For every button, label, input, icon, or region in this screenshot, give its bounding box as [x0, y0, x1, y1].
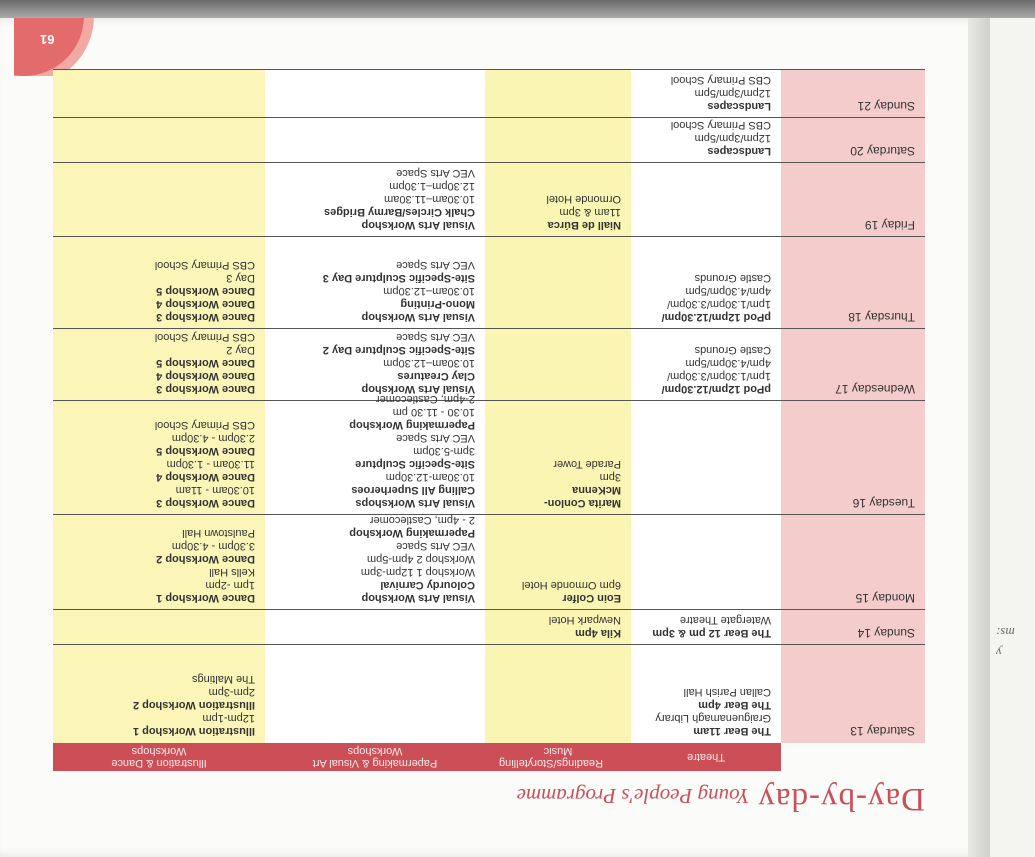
cell-paper: [275, 330, 475, 395]
event-title: Dance Workshop 5: [156, 357, 255, 369]
event-detail: Castle Grounds: [694, 344, 771, 356]
event-detail: Day 2: [226, 344, 255, 356]
event-detail: 12pm/3pm/5pm: [694, 132, 771, 144]
row-divider: [53, 514, 925, 515]
column-header-theatre: Theatre: [631, 743, 781, 771]
day-label: Saturday 20: [850, 144, 915, 158]
event-detail: 2.30pm - 4.30pm: [171, 432, 255, 444]
cell-dance: [60, 258, 255, 323]
column-header-papermaking: [265, 743, 485, 771]
event-title: Papermaking Workshop: [349, 419, 475, 431]
event-detail: Newpark Hotel: [548, 614, 621, 626]
event-detail: 10.30am - 11am: [175, 484, 255, 496]
page-number: 61: [40, 32, 55, 47]
event-title: Visual Arts Workshop: [361, 311, 475, 323]
title-sub: Young People's Programme: [516, 784, 750, 808]
event-detail: VEC Arts Space: [396, 167, 475, 179]
event-title: McKenna: [572, 484, 621, 496]
event-detail: Callan Parish Hall: [683, 686, 771, 698]
event-title: Illustration Workshop 2: [132, 699, 255, 711]
event-detail: Kells Hall: [209, 566, 255, 578]
event-detail: Ormonde Hotel: [546, 193, 621, 205]
day-label: Friday 19: [864, 218, 915, 232]
event-detail: Paulstown Hall: [182, 527, 255, 539]
event-title: Dance Workshop 3: [156, 311, 255, 323]
day-label: Monday 15: [855, 591, 915, 605]
event-title: pPod 12pm/12.30pm/: [661, 383, 771, 395]
event-title: Niall de Búrca: [547, 219, 621, 231]
event-detail: CBS Primary School: [670, 119, 771, 131]
title-main: Day-by-day: [757, 781, 925, 817]
cell-theatre: [633, 271, 771, 323]
event-title: Clay Creatures: [397, 370, 475, 382]
readings-column: [485, 70, 631, 743]
cell-theatre: [633, 118, 771, 157]
cell-reading: [491, 613, 621, 639]
event-detail: 4pm/4.30pm/5pm: [685, 357, 771, 369]
column-header-readings-label: Readings/Storytelling Music: [499, 745, 603, 769]
facing-page-text: y: [996, 645, 1002, 660]
page-spine: [968, 18, 990, 857]
event-title: Mono-Printing: [400, 298, 475, 310]
event-detail: 3pm: [599, 471, 621, 483]
event-title: Calling All Superheroes: [351, 484, 475, 496]
event-title: The Bear 4pm: [698, 699, 771, 711]
cell-paper: [275, 513, 475, 604]
event-title: Marita Conlon-: [544, 497, 621, 509]
cell-paper: [275, 258, 475, 323]
event-detail: VEC Arts Space: [396, 540, 475, 552]
row-divider: [53, 609, 925, 610]
event-title: Landscapes: [707, 145, 771, 157]
event-detail: 12pm/3pm/5pm: [694, 87, 771, 99]
column-header-dance: [53, 743, 265, 771]
event-title: Dance Workshop 1: [156, 592, 255, 604]
event-title: Colourdy Carnival: [380, 579, 475, 591]
programme-table-region: [20, 62, 955, 822]
row-divider: [53, 69, 925, 70]
event-title: Dance Workshop 5: [156, 285, 255, 297]
event-detail: VEC Arts Space: [396, 432, 475, 444]
row-divider: [53, 162, 925, 163]
event-detail: VEC Arts Space: [396, 331, 475, 343]
event-detail: 2pm-3pm: [208, 686, 255, 698]
event-title: Eoin Colfer: [562, 592, 621, 604]
event-title: Chalk Circles/Barmy Bridges: [323, 206, 475, 218]
event-title: Visual Arts Workshop: [361, 592, 475, 604]
event-title: Dance Workshop 3: [156, 383, 255, 395]
event-detail: 11am & 3pm: [559, 206, 621, 218]
column-header-readings: [485, 743, 631, 771]
event-title: Dance Workshop 4: [156, 471, 255, 483]
theatre-column: [631, 70, 781, 743]
event-detail: Watergate Theatre: [679, 614, 771, 626]
day-label: Sunday 21: [857, 99, 915, 113]
row-divider: [53, 644, 925, 645]
event-detail: 11.30am - 1.30pm: [166, 458, 255, 470]
row-divider: [53, 236, 925, 237]
event-detail: 12pm-1pm: [202, 712, 255, 724]
column-header-papermaking-label: Papermaking & Visual Art Workshops: [312, 745, 438, 769]
cell-dance: [60, 330, 255, 395]
row-divider: [53, 117, 925, 118]
cell-paper: [275, 392, 475, 509]
event-detail: Day 3: [226, 272, 255, 284]
event-detail: 10.30am–12.30pm: [383, 285, 475, 297]
event-detail: 3.30pm - 4.30pm: [171, 540, 255, 552]
facing-page-text: ms:: [996, 625, 1015, 640]
event-detail: 2 - 4pm, Castlecomer: [369, 514, 475, 526]
event-detail: 1pm/1.30pm/3.30pm/: [667, 370, 771, 382]
event-detail: 10.30 - 11.30 pm: [392, 406, 475, 418]
cell-paper: [275, 166, 475, 231]
event-title: Dance Workshop 4: [156, 370, 255, 382]
cell-theatre: [633, 73, 771, 112]
event-title: Illustration Workshop 1: [132, 725, 255, 737]
event-title: Site-Specific Sculpture: [355, 458, 475, 470]
event-detail: 4pm/4.30pm/5pm: [685, 285, 771, 297]
event-title: The Bear 12 pm & 3pm: [652, 627, 771, 639]
cell-reading: [491, 457, 621, 509]
cell-dance: [60, 418, 255, 509]
event-detail: 3pm-5.30pm: [413, 445, 475, 457]
event-detail: Workshop 1 12pm-3pm: [360, 566, 475, 578]
event-detail: Workshop 2 4pm-5pm: [366, 553, 475, 565]
event-detail: 1pm/1.30pm/3.30pm/: [667, 298, 771, 310]
day-label: Wednesday 17: [835, 382, 915, 396]
cell-reading: [491, 578, 621, 604]
cell-dance: [60, 672, 255, 737]
event-title: Site-Specific Sculpture Day 2: [322, 344, 475, 356]
event-title: Dance Workshop 4: [156, 298, 255, 310]
cell-dance: [60, 526, 255, 604]
day-label: Saturday 13: [850, 724, 915, 738]
event-detail: CBS Primary School: [670, 74, 771, 86]
cell-theatre: [633, 613, 771, 639]
event-title: Visual Arts Workshops: [355, 497, 475, 509]
event-detail: The Maltings: [192, 673, 255, 685]
event-title: Papermaking Workshop: [349, 527, 475, 539]
event-detail: 6pm Ormonde Hotel: [521, 579, 621, 591]
event-title: Dance Workshop 2: [156, 553, 255, 565]
event-title: Kila 4pm: [575, 627, 621, 639]
event-detail: 1pm -2pm: [205, 579, 255, 591]
day-label: Thursday 18: [848, 310, 915, 324]
event-title: Dance Workshop 5: [156, 445, 255, 457]
event-detail: Graiguenamagh Library: [655, 712, 771, 724]
event-detail: 2-4pm, Castlecomer: [375, 393, 475, 405]
event-title: Visual Arts Workshop: [361, 383, 475, 395]
event-detail: 10.30am–11.30am: [384, 193, 475, 205]
event-detail: CBS Primary School: [154, 259, 255, 271]
page-title: [517, 780, 925, 817]
event-title: Landscapes: [707, 100, 771, 112]
event-detail: CBS Primary School: [154, 419, 255, 431]
event-detail: Castle Grounds: [694, 272, 771, 284]
cell-reading: [491, 192, 621, 231]
day-column: [781, 70, 925, 743]
cell-theatre: [633, 343, 771, 395]
event-detail: CBS Primary School: [154, 331, 255, 343]
column-header-dance-label: Illustration & Dance Workshops: [111, 745, 207, 769]
event-title: Visual Arts Workshop: [361, 219, 475, 231]
event-title: Dance Workshop 3: [156, 497, 255, 509]
event-detail: VEC Arts Space: [396, 259, 475, 271]
row-divider: [53, 400, 925, 401]
facing-page-edge: [990, 18, 1035, 857]
event-title: Site-Specific Sculpture Day 3: [322, 272, 475, 284]
event-detail: 12.30pm–1.30pm: [389, 180, 475, 192]
event-detail: Parade Tower: [553, 458, 621, 470]
column-header-day: [781, 743, 925, 771]
dance-column: [53, 70, 265, 743]
cell-theatre: [633, 685, 771, 737]
event-title: pPod 12pm/12.30pm/: [661, 311, 771, 323]
row-divider: [53, 328, 925, 329]
day-label: Sunday 14: [857, 626, 915, 640]
event-title: The Bear 11am: [693, 725, 771, 737]
day-label: Tuesday 16: [852, 496, 915, 510]
event-detail: 10.30am-12.30pm: [385, 471, 475, 483]
event-detail: 10.30am–12.30pm: [383, 357, 475, 369]
